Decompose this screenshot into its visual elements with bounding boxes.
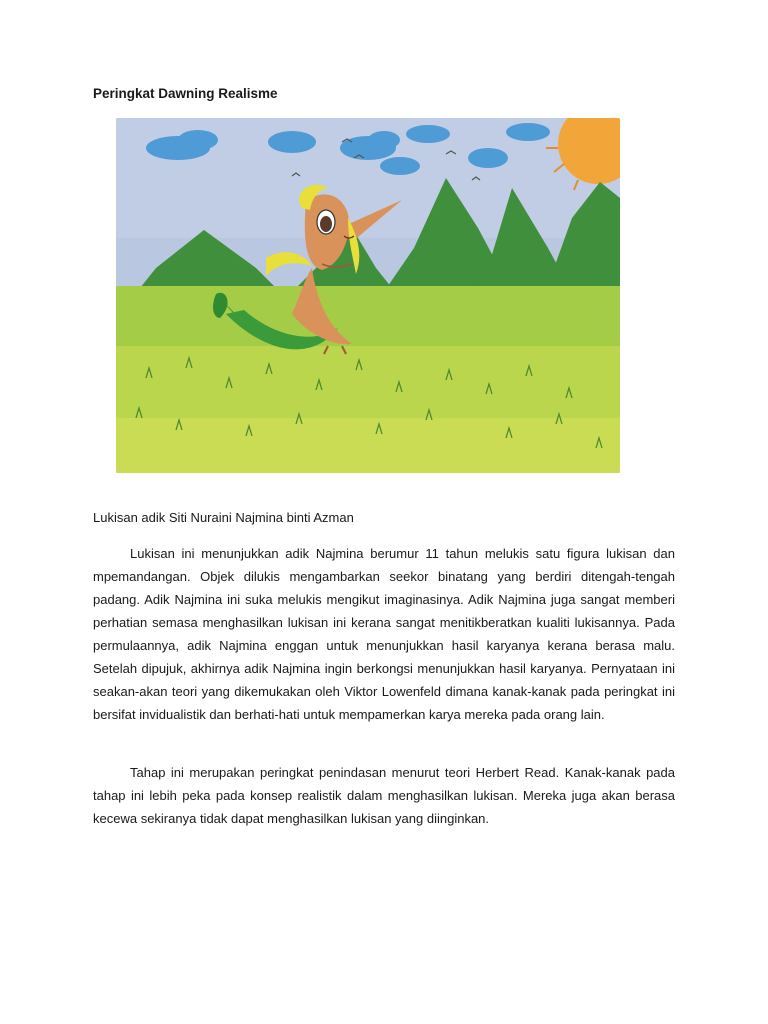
drawing-illustration: [116, 118, 620, 473]
section-heading: Peringkat Dawning Realisme: [93, 86, 278, 101]
paragraph-2: Tahap ini merupakan peringkat penindasan menurut teori Herbert Read. Kanak-kanak pada tahap ini lebih peka pada konsep realistik dalam menghasilkan lukisan. Mereka juga akan berasa kecewa sekiranya tidak dapat menghasilkan lukisan yang diinginkan.: [93, 765, 675, 826]
image-caption: Lukisan adik Siti Nuraini Najmina binti Azman: [93, 510, 354, 525]
child-drawing-image: [116, 118, 620, 473]
paragraph-1: Lukisan ini menunjukkan adik Najmina berumur 11 tahun melukis satu figura lukisan dan mpemandangan. Objek dilukis mengambarkan seekor binatang yang berdiri ditengah-tengah padang. Adik Najmina ini suka melukis mengikut imaginasinya. Adik Najmina juga sangat memberi perhatian semasa menghasilkan lukisan ini kerana sangat menitikberatkan kualiti lukisannya. Pada permulaannya, adik Najmina enggan untuk menunjukkan hasil karyanya kerana berasa malu. Setelah dipujuk, akhirnya adik Najmina ingin berkongsi menunjukkan hasil karyanya. Pernyataan ini seakan-akan teori yang dikemukakan oleh Viktor Lowenfeld dimana kanak-kanak pada peringkat ini bersifat invidualistik dan berhati-hati untuk mempamerkan karya mereka pada orang lain.: [93, 546, 675, 722]
